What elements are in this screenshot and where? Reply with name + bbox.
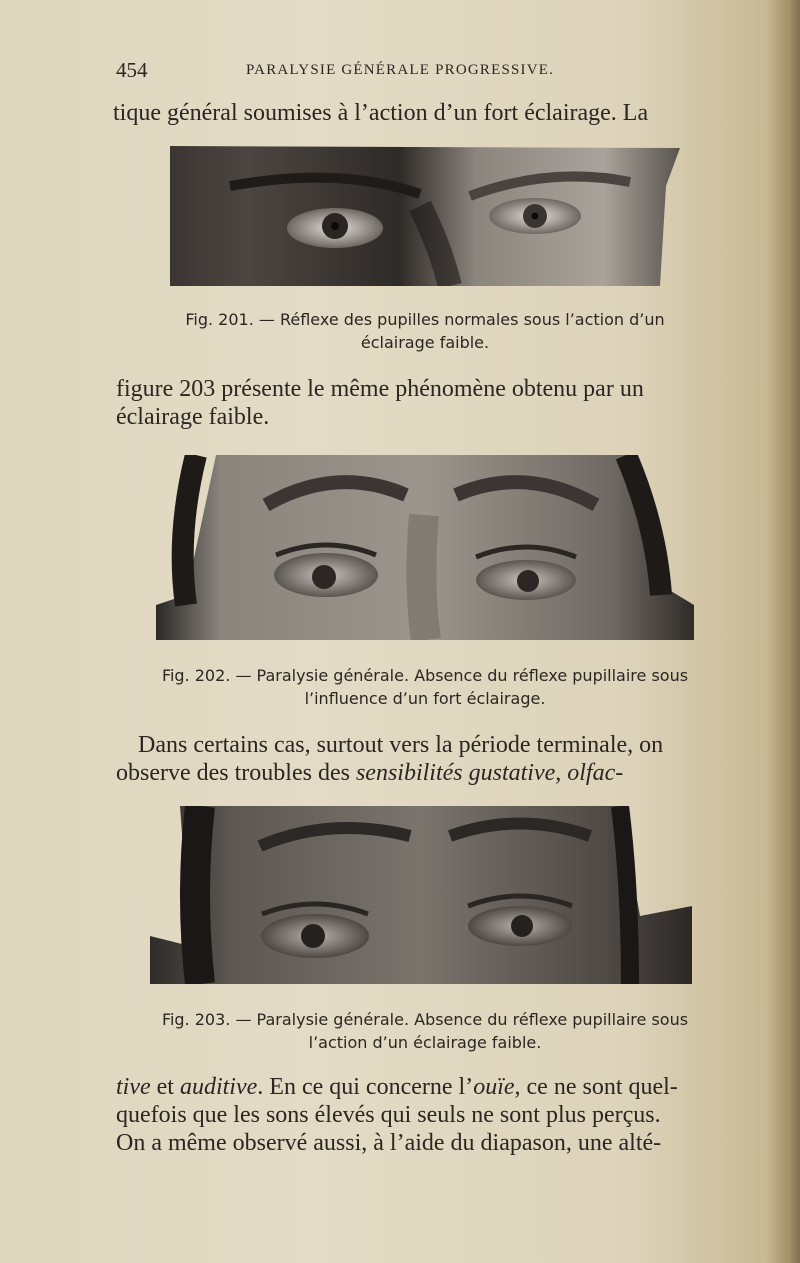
italic-segment: sensibilités gustative, olfac- [355,760,624,786]
figure-203-photo [150,806,692,984]
text-line: Dans certains cas, surtout vers la période terminale, on [138,732,664,758]
caption-line: Fig. 201. — Réflexe des pupilles normales sous l’action d’un [185,310,665,329]
italic-segment: auditive [179,1074,258,1100]
text-segment: et [150,1074,180,1100]
caption-line: Fig. 203. — Paralysie générale. Absence du réflexe pupillaire sous [161,1010,689,1029]
figure-202-photo [156,455,694,640]
text-line: On a même observé aussi, à l’aide du diapason, une alté- [116,1130,662,1156]
text-line: tique général soumises à l’action d’un fort éclairage. La [113,100,649,126]
figure-202-caption [100,664,750,710]
text-line: éclairage faible. [116,404,270,430]
text-line [116,1073,678,1101]
caption-line: Fig. 202. — Paralysie générale. Absence du réflexe pupillaire sous [161,666,689,685]
text-line: quefois que les sons élevés qui seuls ne sont plus perçus. [116,1102,661,1128]
italic-segment: tive [116,1074,151,1100]
text-line: figure 203 présente le même phénomène obtenu par un [116,376,644,402]
caption-line: l’influence d’un fort éclairage. [304,689,546,708]
figure-201-photo [170,146,680,286]
page-number: 454 [116,58,148,82]
page-header [116,58,616,84]
figure-201-caption [100,308,750,354]
text-line [116,759,623,787]
figure-203-caption [100,1008,750,1054]
italic-segment: ouïe [473,1074,515,1100]
text-segment: , ce ne sont quel- [514,1074,678,1100]
text-segment: . En ce qui concerne l’ [257,1074,474,1100]
caption-line: l’action d’un éclairage faible. [308,1033,542,1052]
page-edge [788,0,800,1263]
caption-line: éclairage faible. [360,333,490,352]
running-title: PARALYSIE GÉNÉRALE PROGRESSIVE. [246,62,555,78]
text-segment: observe des troubles des [116,760,356,786]
